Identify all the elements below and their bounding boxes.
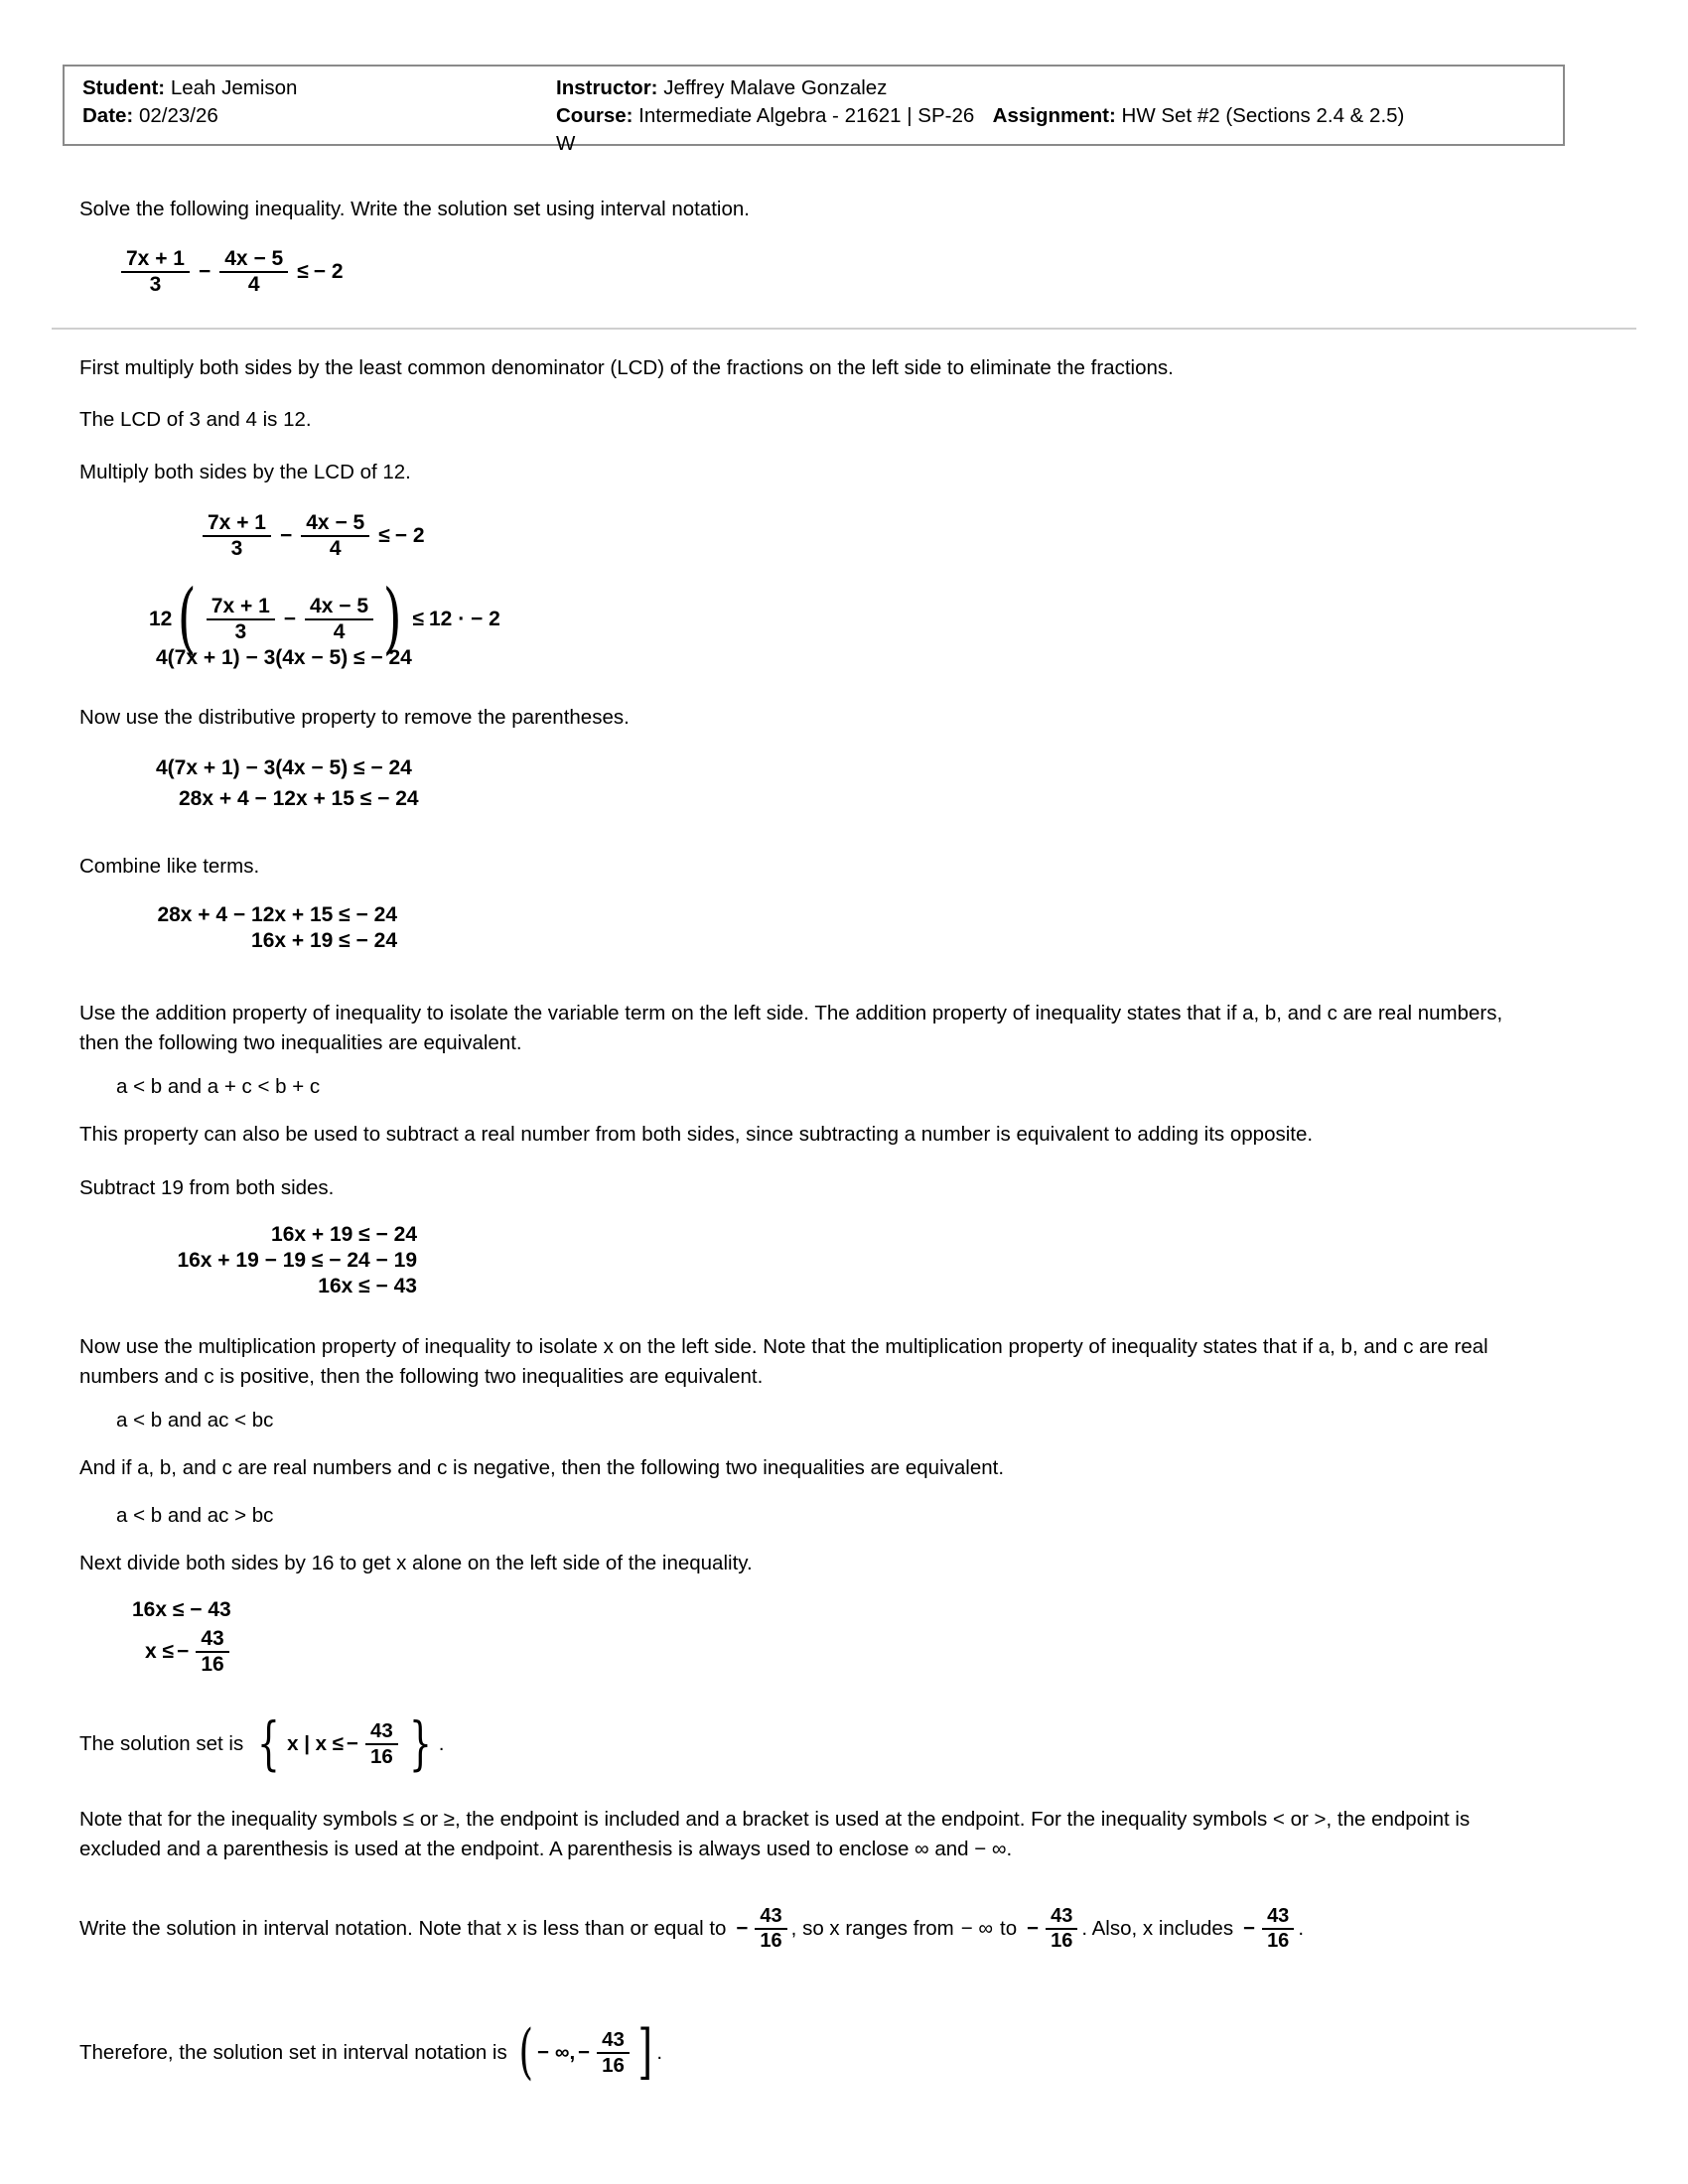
addition-property-statement: a < b and a + c < b + c: [116, 1075, 321, 1098]
fraction-numerator: 4x − 5: [306, 511, 365, 534]
fraction-denominator: 4: [305, 618, 373, 643]
fraction-numerator: 43: [1051, 1905, 1073, 1927]
work-combine-block: [109, 903, 397, 955]
work-subtract-line-2: 16x + 19 − 19 ≤ − 24 − 19: [177, 1249, 417, 1272]
work-combine-line-1: 28x + 4 − 12x + 15 ≤ − 24: [157, 903, 397, 926]
solution-set-line: [79, 1709, 445, 1777]
date-value: 02/23/26: [138, 104, 218, 127]
left-paren: (: [518, 2017, 533, 2087]
right-hand-side: 12 · − 2: [429, 607, 500, 630]
step-combine: Combine like terms.: [79, 855, 260, 878]
work-divide-line-2: [145, 1628, 233, 1676]
step-lcd-intro: First multiply both sides by the least common denominator (LCD) of the fractions on the left side to eliminate the fractions.: [79, 356, 1174, 379]
course-line: [556, 102, 1555, 130]
relation-symbol: ≤: [412, 607, 424, 630]
work-subtract-line-1: 16x + 19 ≤ − 24: [271, 1223, 417, 1246]
fraction: [1262, 1906, 1294, 1952]
assignment-name: HW Set #2 (Sections 2.4 & 2.5): [1121, 104, 1405, 127]
instructor-line: [556, 74, 1555, 102]
lcd-coefficient: 12: [149, 607, 173, 630]
fraction-numerator: 7x + 1: [208, 511, 266, 534]
student-name: Leah Jemison: [170, 76, 298, 99]
work-subtract-line-3: 16x ≤ − 43: [318, 1275, 417, 1297]
fraction-numerator: 43: [1267, 1905, 1290, 1927]
negative-c-statement: a < b and ac > bc: [116, 1504, 274, 1527]
fraction-numerator: 7x + 1: [126, 247, 185, 270]
fraction: [1046, 1906, 1077, 1952]
work-lcd-line-1: [199, 512, 425, 560]
fraction: [203, 512, 271, 560]
fraction-denominator: 4: [301, 535, 369, 560]
solution-set-period: .: [438, 1731, 445, 1755]
right-brace: }: [408, 1709, 432, 1777]
header-extra-marker: W: [556, 132, 576, 155]
fraction-numerator: 43: [201, 1627, 224, 1650]
section-divider: [52, 328, 1636, 330]
fraction-denominator: 16: [196, 1651, 228, 1676]
date-label: Date:: [82, 104, 134, 127]
step-addition-property: Use the addition property of inequality to isolate the variable term on the left side. The addition property of inequality states that if a, b, and c are real numbers, then the following two inequalities are equivalent.: [79, 1002, 1503, 1054]
interval-part-1: Write the solution in interval notation. Note that x is less than or equal to: [79, 1917, 727, 1940]
fraction: [365, 1720, 398, 1767]
right-paren: ): [382, 574, 402, 663]
assignment-header-box: [63, 65, 1565, 155]
assignment-label: Assignment:: [992, 104, 1116, 127]
solution-set-body: x | x ≤: [287, 1731, 345, 1755]
fraction-denominator: 3: [121, 271, 190, 296]
fraction-numerator: 4x − 5: [224, 247, 284, 270]
work-lcd-line-3: 4(7x + 1) − 3(4x − 5) ≤ − 24: [156, 646, 412, 669]
fraction: [207, 596, 275, 643]
fraction: [196, 1628, 228, 1676]
course-info-block: [556, 74, 1555, 158]
problem-fraction-1: [121, 248, 190, 296]
work-combine-line-2: 16x + 19 ≤ − 24: [251, 929, 397, 952]
multiplication-property-statement: a < b and ac < bc: [116, 1409, 274, 1432]
fraction-numerator: 43: [760, 1905, 782, 1927]
step-subtract-19: Subtract 19 from both sides.: [79, 1176, 335, 1199]
conclusion-period: .: [656, 2040, 663, 2064]
minus-operator: −: [283, 607, 297, 630]
right-hand-side: − 2: [394, 524, 425, 548]
fraction-numerator: 7x + 1: [211, 594, 270, 617]
left-brace: {: [257, 1709, 281, 1777]
fraction: [597, 2029, 630, 2076]
interval-part-5: .: [1298, 1917, 1305, 1940]
course-name: Intermediate Algebra - 21621 | SP-26: [638, 104, 975, 127]
minus-operator: −: [279, 524, 293, 548]
step-bracket-note: Note that for the inequality symbols ≤ or ≥, the endpoint is included and a bracket is used at the endpoint. For the inequality symbols < or >, the endpoint is excluded and a parenthesis is used at the endpoint. A parenthesis is always used to enclose ∞ and − ∞.: [79, 1808, 1471, 1860]
negative-sign: −: [1243, 1917, 1256, 1940]
instructor-label: Instructor:: [556, 76, 658, 99]
work-dist-line-2: 28x + 4 − 12x + 15 ≤ − 24: [179, 787, 419, 810]
step-lcd-value: The LCD of 3 and 4 is 12.: [79, 408, 312, 431]
step-multiplication-property: Now use the multiplication property of inequality to isolate x on the left side. Note that the multiplication property of inequality states that if a, b, and c are real numbers and c is positive, then the following two inequalities are equivalent.: [79, 1335, 1488, 1388]
step-divide-16: Next divide both sides by 16 to get x alone on the left side of the inequality.: [79, 1552, 753, 1574]
course-label: Course:: [556, 104, 633, 127]
fraction-numerator: 43: [370, 1719, 393, 1743]
fraction-denominator: 16: [1046, 1928, 1077, 1952]
negative-sign: −: [736, 1917, 749, 1940]
negative-sign: −: [347, 1731, 359, 1755]
fraction-denominator: 16: [597, 2052, 630, 2077]
fraction-denominator: 16: [755, 1928, 786, 1952]
interval-notation-sentence: [79, 1906, 1589, 1952]
right-hand-side: − 2: [313, 260, 344, 284]
problem-equation: [117, 248, 344, 296]
fraction-denominator: 4: [219, 271, 288, 296]
divide-lhs: x ≤: [145, 1640, 175, 1664]
fraction-denominator: 16: [365, 1743, 398, 1768]
step-subtract-note: This property can also be used to subtract a real number from both sides, since subtracting a number is equivalent to adding its opposite.: [79, 1123, 1314, 1146]
left-paren: (: [178, 574, 198, 663]
negative-infinity: − ∞: [960, 1917, 994, 1940]
conclusion-prefix: Therefore, the solution set in interval notation is: [79, 2040, 507, 2064]
negative-sign: −: [177, 1640, 190, 1664]
relation-symbol: ≤: [297, 260, 309, 284]
step-negative-c: And if a, b, and c are real numbers and c is negative, then the following two inequalities are equivalent.: [79, 1456, 1005, 1479]
interval-part-2: , so x ranges from: [790, 1917, 954, 1940]
problem-prompt: Solve the following inequality. Write the solution set using interval notation.: [79, 198, 750, 220]
student-line: [82, 74, 297, 102]
interval-part-4: . Also, x includes: [1081, 1917, 1234, 1940]
conclusion-line: [79, 2017, 663, 2087]
fraction-denominator: 3: [203, 535, 271, 560]
step-distributive: Now use the distributive property to remove the parentheses.: [79, 706, 630, 729]
relation-symbol: ≤: [378, 524, 390, 548]
negative-sign: −: [1027, 1917, 1040, 1940]
step-multiply-lcd: Multiply both sides by the LCD of 12.: [79, 461, 411, 483]
instructor-name: Jeffrey Malave Gonzalez: [663, 76, 888, 99]
fraction-denominator: 3: [207, 618, 275, 643]
work-dist-line-1: 4(7x + 1) − 3(4x − 5) ≤ − 24: [156, 756, 412, 779]
interval-part-3: to: [1000, 1917, 1018, 1940]
right-bracket: ]: [637, 2017, 652, 2087]
fraction-denominator: 16: [1262, 1928, 1294, 1952]
minus-operator: −: [198, 260, 211, 284]
problem-fraction-2: [219, 248, 288, 296]
fraction-numerator: 43: [602, 2028, 625, 2052]
fraction: [301, 512, 369, 560]
solution-set-prefix: The solution set is: [79, 1731, 244, 1755]
interval-lower-bound: − ∞,: [537, 2040, 576, 2064]
date-line: [82, 102, 297, 130]
fraction: [305, 596, 373, 643]
fraction: [755, 1906, 786, 1952]
work-divide-line-1: 16x ≤ − 43: [132, 1598, 231, 1621]
fraction-numerator: 4x − 5: [310, 594, 369, 617]
student-label: Student:: [82, 76, 166, 99]
work-subtract-block: [109, 1223, 417, 1300]
negative-sign: −: [578, 2040, 591, 2064]
student-info-block: [82, 74, 297, 130]
